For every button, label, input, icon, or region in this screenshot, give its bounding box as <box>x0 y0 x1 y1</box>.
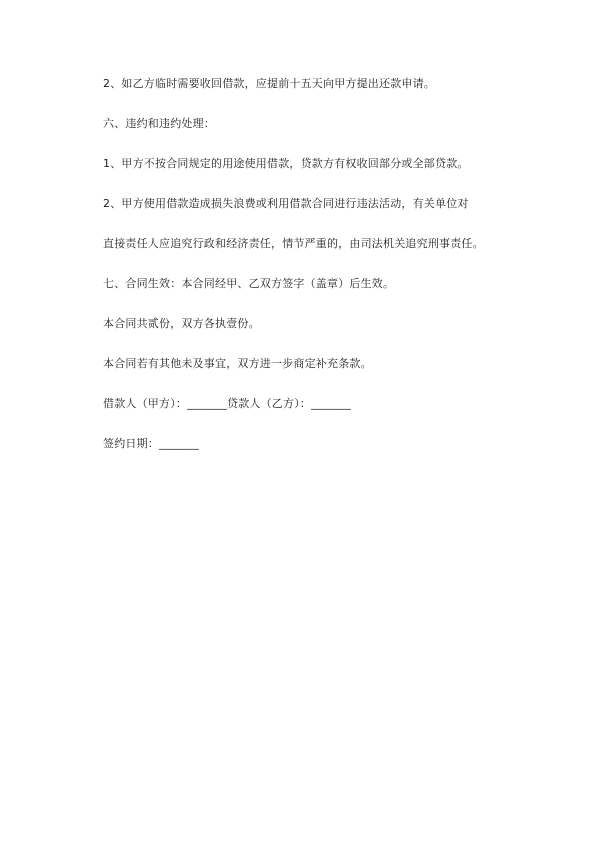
clause-misuse-of-loan: 1、甲方不按合同规定的用途使用借款，贷款方有权收回部分或全部贷款。 <box>103 157 469 170</box>
clause-repayment-notice: 2、如乙方临时需要收回借款，应提前十五天向甲方提出还款申请。 <box>103 77 435 90</box>
section-heading-effectiveness: 七、合同生效：本合同经甲、乙双方签字（盖章）后生效。 <box>103 277 395 290</box>
section-heading-breach: 六、违约和违约处理： <box>103 117 215 130</box>
clause-copies: 本合同共贰份，双方各执壹份。 <box>103 317 260 330</box>
clause-supplementary: 本合同若有其他未及事宜，双方进一步商定补充条款。 <box>103 357 372 370</box>
signature-date-line: 签约日期：_______ <box>103 437 199 450</box>
signature-line-parties: 借款人（甲方）：_______贷款人（乙方）：_______ <box>103 397 351 410</box>
clause-illegal-use: 2、甲方使用借款造成损失浪费或利用借款合同进行违法活动，有关单位对 <box>103 197 469 210</box>
clause-illegal-use-continued: 直接责任人应追究行政和经济责任，情节严重的，由司法机关追究刑事责任。 <box>103 237 484 250</box>
